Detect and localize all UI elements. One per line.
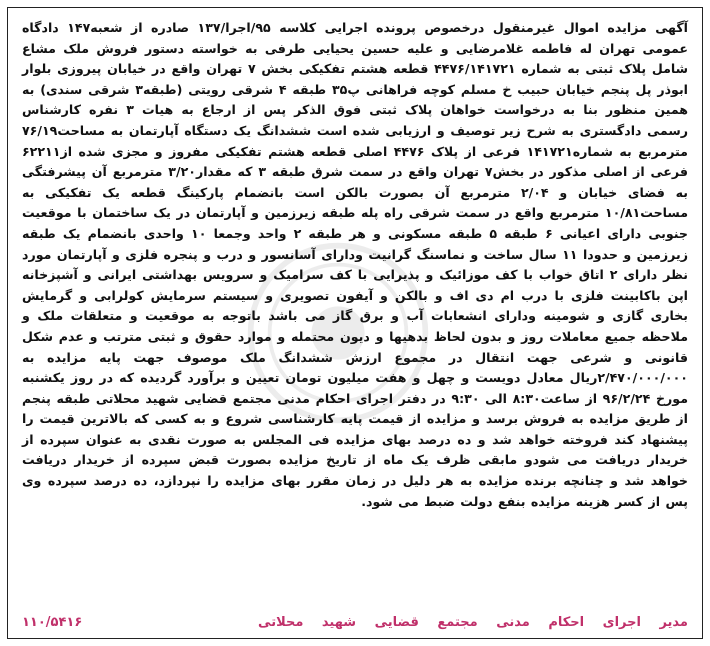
notice-code: ۱۱۰/۵۴۱۶ — [22, 615, 83, 630]
notice-body: آگهی مزایده اموال غیرمنقول درخصوص پرونده اجرایی کلاسه ۹۵/اجرا/۱۳۷ صادره از شعبه۱۴۷ دادگاه عمومی تهران له فاطمه غلامرضایی و علیه حسین یحیایی طرفی به خواسته دستور فروش ملک مشاع شامل پلاک ثبتی به شماره ۴۴۷۶/۱۴۱۷۲۱ قطعه هشتم تفکیکی بخش ۷ تهران واقع در خیابان پیروزی بلوار ابوذر پل پنجم خیابان حبیب خ مسلم کوچه فراهانی پ۳۵ طبقه ۴ شرقی رویتی (طبقه۳ شرقی سندی) به همین منظور بنا به درخواست خواهان پلاک ثبتی فوق الذکر پس از ارجاع به هیات ۳ نفره کارشناس رسمی دادگستری به شرح زیر توصیف و ارزیابی شده است ششدانگ یک دستگاه آپارتمان به مساحت۷۶/۱۹ مترمربع به شماره۱۴۱۷۲۱ فرعی از پلاک ۴۴۷۶ اصلی قطعه هشتم تفکیکی مفروز و مجزی شده از۶۲۲۱۱ فرعی از اصلی مذکور در بخش۷ تهران واقع در سمت شرق طبقه ۳ که مقدار۳/۲۰ مترمربع آن پیشرفتگی به فضای خیابان و ۲/۰۴ مترمربع آن بصورت بالکن است بانضمام پارکینگ قطعه یک تفکیکی به مساحت۱۰/۸۱ مترمربع واقع در سمت شرقی راه پله طبقه زیرزمین و آپارتمان در یک ساختمان با موقعیت جنوبی دارای اعیانی ۶ طبقه ۵ طبقه مسکونی و هر طبقه ۲ واحد وجمعا ۱۰ واحدی بانضمام یک طبقه زیرزمین و حدودا ۱۱ سال ساخت و نماسنگ گرانیت ودارای آسانسور و درب و پنجره فلزی و آپارتمان مورد نظر دارای ۲ اتاق خواب با کف موزائیک و پذیرایی با کف سرامیک و سرویس بهداشتی ایرانی و آشپزخانه اپن باکابینت فلزی با درب ام دی اف و بالکن و آیفون تصویری و سیستم سرمایش کولرابی و گرمایش بخاری گازی و شومینه ودارای انشعابات آب و برق گاز می باشد باتوجه به موقعیت و متعلقات ملک و ملاحظه جمیع معاملات روز و بدون لحاظ بدهیها و دیون محتمله و موارد حقوق و ثبتی مترتب و عدم شکل قانونی و شرعی جهت انتقال در مجموع ارزش ششدانگ ملک موصوف جهت پایه مزایده به ۲/۴۷۰/۰۰۰/۰۰۰ریال معادل دویست و چهل و هفت میلیون تومان تعیین و برآورد گردیده که در روز یکشنبه مورخ ۹۶/۲/۲۴ از ساعت۸:۳۰ الی ۹:۳۰ در دفتر اجرای احکام مدنی مجتمع قضایی شهید محلاتی طبقه پنجم از طریق مزایده به فروش برسد و مزایده از قیمت پایه کارشناسی شروع و به کسی که بالاترین قیمت را پیشنهاد کند فروخته خواهد شد و ده درصد بهای مزایده فی المجلس به صورت نقدی به عنوان سپرده از خریدار دریافت می شودو مابقی ظرف یک ماه از تاریخ مزایده بصورت قبض سپرده از خریدار دریافت خواهد شد و چنانچه برنده مزایده به هر دلیل در زمان مقرر بهای مزایده را نپردازد، ده درصد سپرده وی پس از کسر هزینه مزایده بنفع دولت ضبط می شود. — [22, 20, 689, 509]
issuer-signature: مدیر اجرای احکام مدنی مجتمع قضایی شهید محلاتی — [258, 615, 688, 630]
auction-notice — [7, 7, 703, 639]
notice-footer — [22, 615, 688, 630]
